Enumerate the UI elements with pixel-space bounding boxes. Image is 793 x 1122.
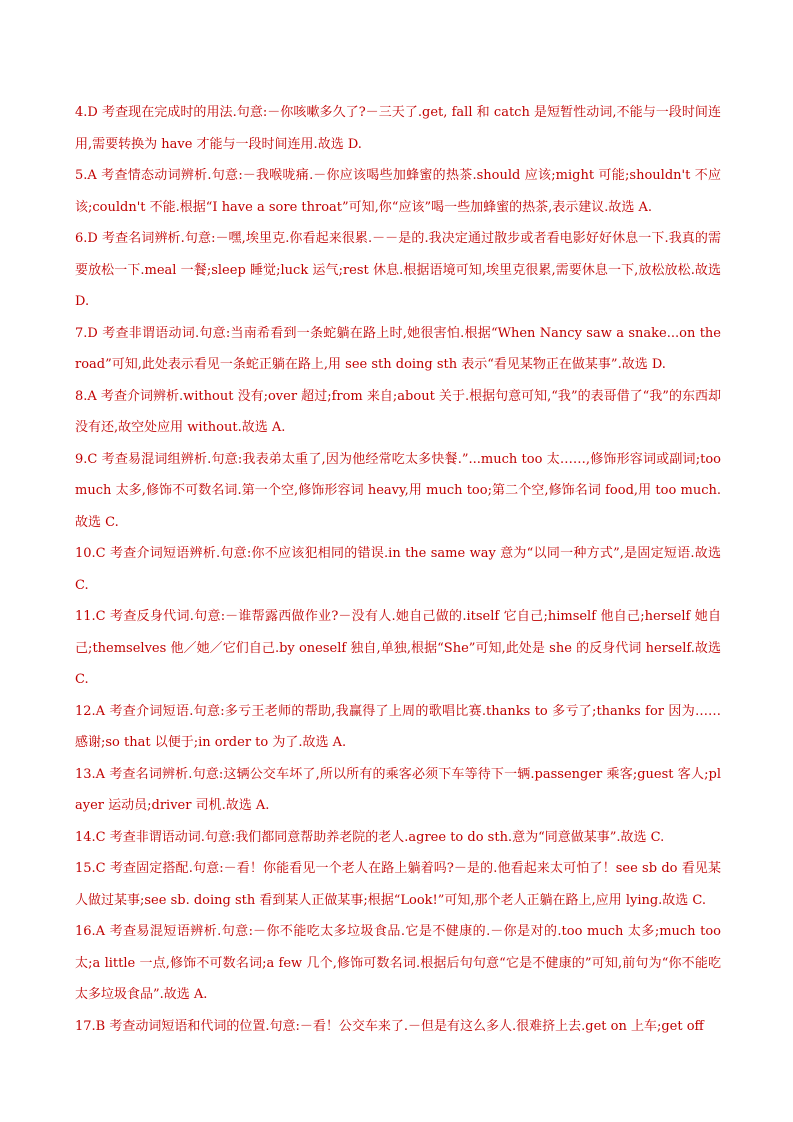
answer-item-11: 11.C 考查反身代词.句意:－谁帮露西做作业?－没有人.她自己做的.itself 它自己;himself 他自己;herself 她自己;themselves 他／她／它们自己.by oneself 独自,单独,根据“She”可知,此处是 she 的反身代词 herself.故选 C.	[75, 609, 721, 687]
answer-item-5: 5.A 考查情态动词辨析.句意:－我喉咙痛.－你应该喝些加蜂蜜的热茶.should 应该;might 可能;shouldn't 不应该;couldn't 不能.根据“I have a sore throat”可知,你“应该”喝一些加蜂蜜的热茶,表示建议.故选 A.	[75, 168, 721, 215]
answer-item-16: 16.A 考查易混短语辨析.句意:－你不能吃太多垃圾食品.它是不健康的.－你是对的.too much 太多;much too 太;a little 一点,修饰不可数名词;a few 几个,修饰可数名词.根据后句句意“它是不健康的”可知,前句为“你不能吃太多垃圾食品”.故选 A.	[75, 924, 721, 1002]
answer-explanations	[75, 97, 721, 1042]
answer-item-10: 10.C 考查介词短语辨析.句意:你不应该犯相同的错误.in the same way 意为“以同一种方式”,是固定短语.故选 C.	[75, 546, 721, 593]
answer-item-14: 14.C 考查非谓语动词.句意:我们都同意帮助养老院的老人.agree to do sth.意为“同意做某事”.故选 C.	[75, 829, 665, 845]
answer-item-9: 9.C 考查易混词组辨析.句意:我表弟太重了,因为他经常吃太多快餐.”...much too 太……,修饰形容词或副词;too much 太多,修饰不可数名词.第一个空,修饰形容词 heavy,用 much too;第二个空,修饰名词 food,用 too much.故选 C.	[75, 451, 721, 530]
answer-item-13: 13.A 考查名词辨析.句意:这辆公交车坏了,所以所有的乘客必须下车等待下一辆.passenger 乘客;guest 客人;player 运动员;driver 司机.故选 A.	[75, 766, 721, 813]
answer-item-4: 4.D 考查现在完成时的用法.句意:－你咳嗽多久了?－三天了.get, fall 和 catch 是短暂性动词,不能与一段时间连用,需要转换为 have 才能与一段时间连用.故选 D.	[75, 105, 721, 152]
answer-item-15: 15.C 考查固定搭配.句意:－看！你能看见一个老人在路上躺着吗?－是的.他看起来太可怕了！see sb do 看见某人做过某事;see sb. doing sth 看到某人正做某事;根据“Look!”可知,那个老人正躺在路上,应用 lying.故选 C.	[75, 861, 721, 908]
answer-item-12: 12.A 考查介词短语.句意:多亏王老师的帮助,我赢得了上周的歌唱比赛.thanks to 多亏了;thanks for 因为……感谢;so that 以便于;in order to 为了.故选 A.	[75, 703, 721, 750]
answer-item-17: 17.B 考查动词短语和代词的位置.句意:－看！公交车来了.－但是有这么多人.很难挤上去.get on 上车;get off	[75, 1018, 704, 1034]
answer-item-6: 6.D 考查名词辨析.句意:－嘿,埃里克.你看起来很累.－－是的.我决定通过散步或者看电影好好休息一下.我真的需要放松一下.meal 一餐;sleep 睡觉;luck 运气;rest 休息.根据语境可知,埃里克很累,需要休息一下,放松放松.故选 D.	[75, 231, 721, 309]
answer-item-8: 8.A 考查介词辨析.without 没有;over 超过;from 来自;about 关于.根据句意可知,“我”的表哥借了“我”的东西却没有还,故空处应用 without.故选 A.	[75, 388, 721, 435]
answer-item-7: 7.D 考查非谓语动词.句意:当南希看到一条蛇躺在路上时,她很害怕.根据“When Nancy saw a snake...on the road”可知,此处表示看见一条蛇正躺在路上,用 see sth doing sth 表示“看见某物正在做某事”.故选 D.	[75, 325, 721, 372]
